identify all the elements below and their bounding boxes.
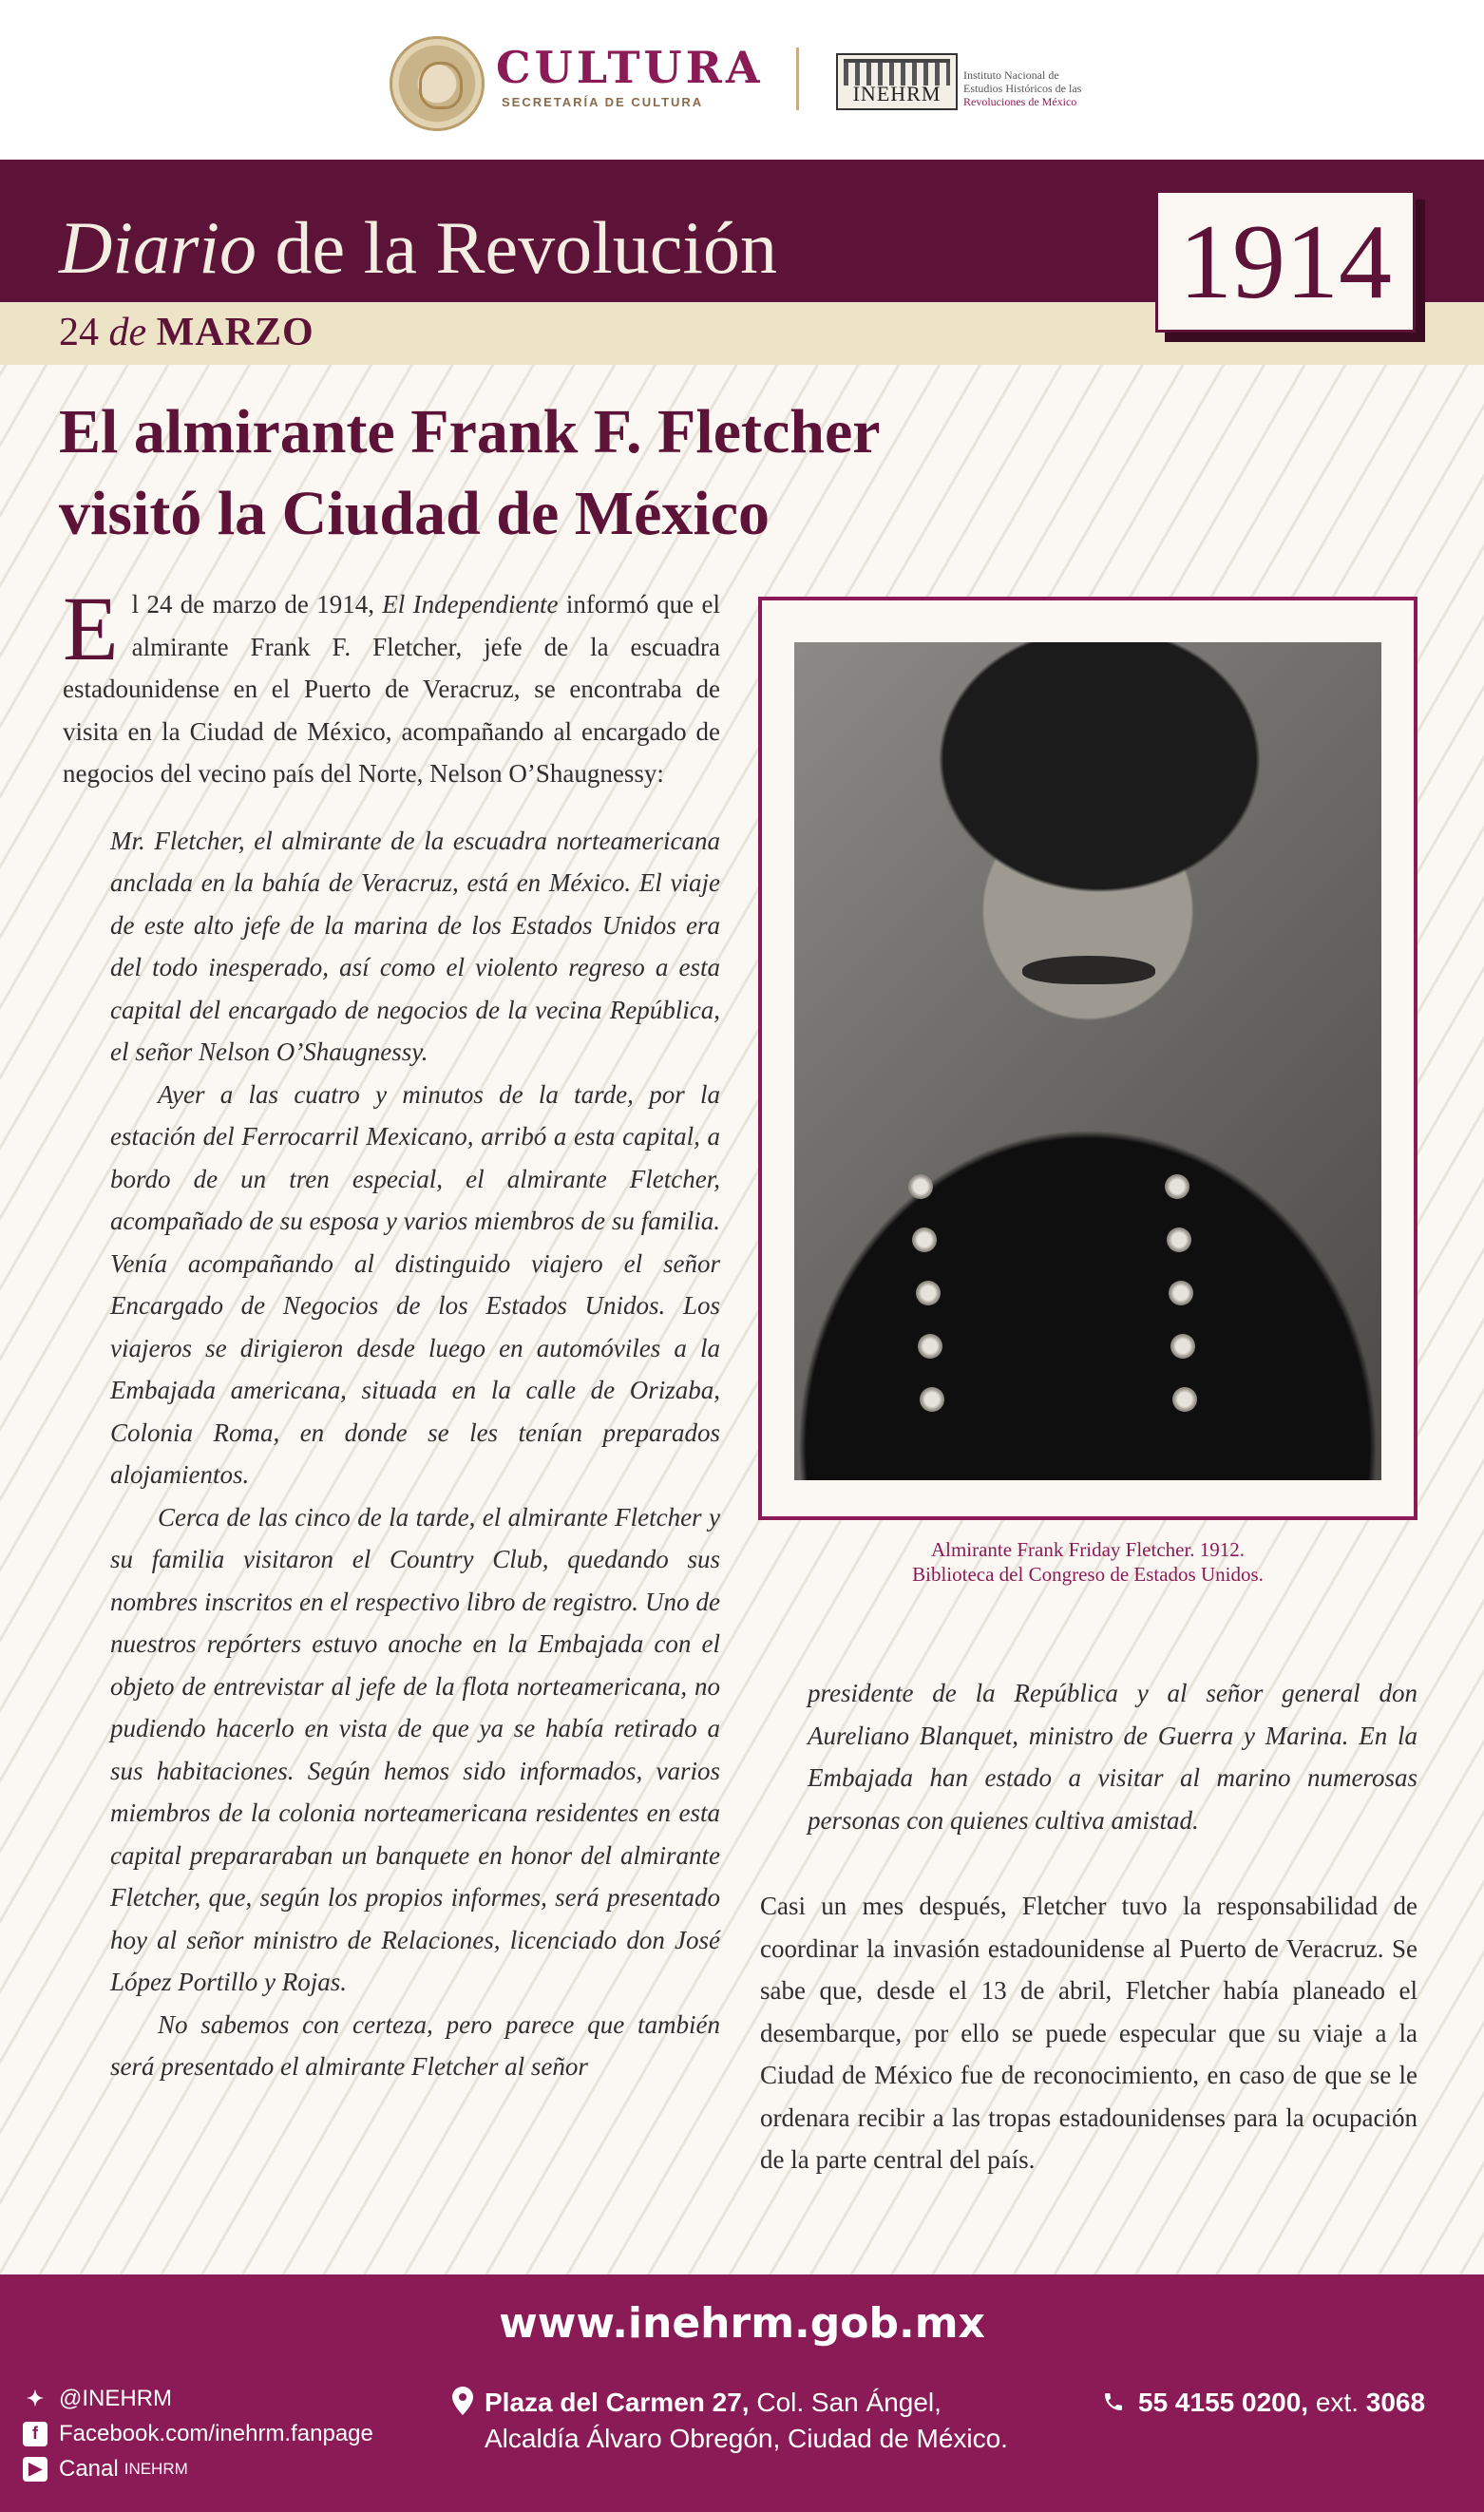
youtube-channel-name: INEHRM bbox=[124, 2460, 188, 2478]
quote-continuation: presidente de la República y al señor general don Aureliano Blanquet, ministro de Guerra y Marina. En la Embajada han estado a visitar al marino numerosas personas con quienes cultiva amistad. bbox=[808, 1679, 1417, 1835]
headline-line: El almirante Frank F. Fletcher bbox=[59, 397, 881, 466]
article-headline bbox=[59, 391, 1104, 555]
photo-frame bbox=[758, 597, 1417, 1520]
address-block bbox=[485, 2385, 1093, 2457]
social-links bbox=[23, 2381, 422, 2486]
phone-ext-label: ext. bbox=[1308, 2388, 1366, 2417]
photo-detail bbox=[912, 1227, 937, 1252]
photo-detail bbox=[916, 1281, 941, 1305]
quote-paragraph: Cerca de las cinco de la tarde, el almirante Fletcher y su familia visitaron el Country Club, quedando sus nombres inscritos en el respectivo libro de registro. Uno de nuestros repórters estuvo anoche en la Embajada con el objeto de entrevistar al jefe de la flota norteamericana, no pudiendo hacerlo en vista de que ya se había retirado a sus habitaciones. Según hemos sido informados, varios miembros de la colonia norteamericana residentes en esta capital prepararaban un banquete en honor del almirante Fletcher, que, según los propios informes, será presentado hoy al señor ministro de Relaciones, licenciado don José López Portillo y Rojas. bbox=[110, 1502, 720, 1996]
photo-detail bbox=[1169, 1281, 1193, 1305]
footer bbox=[0, 2274, 1484, 2512]
twitter-link[interactable] bbox=[23, 2381, 422, 2416]
intro-text-before: l 24 de marzo de 1914, bbox=[131, 590, 383, 618]
address-colonia: Col. San Ángel, bbox=[749, 2388, 942, 2417]
date-day: 24 bbox=[59, 311, 99, 354]
cultura-logo-title: CULTURA bbox=[496, 42, 764, 93]
caption-line: Almirante Frank Friday Fletcher. 1912. bbox=[930, 1538, 1246, 1561]
publication-title bbox=[59, 205, 777, 291]
inehrm-logo bbox=[836, 53, 958, 110]
drop-cap: E bbox=[63, 578, 119, 679]
inehrm-desc-line: Instituto Nacional de bbox=[963, 68, 1059, 82]
newspaper-name: El Independiente bbox=[382, 590, 559, 618]
publication-title-italic: Diario bbox=[59, 206, 257, 289]
cultura-logo-subtitle: SECRETARÍA DE CULTURA bbox=[502, 95, 704, 109]
year-box: 1914 bbox=[1155, 190, 1416, 333]
youtube-label: Canal bbox=[59, 2456, 119, 2482]
youtube-icon: ▶ bbox=[23, 2457, 48, 2482]
phone-block[interactable] bbox=[1102, 2385, 1482, 2421]
quote-paragraph: Mr. Fletcher, el almirante de la escuadra norteamericana anclada en la bahía de Veracruz, está en México. El viaje de este alto jefe de la marina de los Estados Unidos era del todo inesperado, así como el violento regreso a esta capital del encargado de negocios de la vecina República, el señor Nelson O’Shaugnessy. bbox=[110, 826, 720, 1066]
top-header bbox=[0, 0, 1484, 160]
fletcher-portrait-photo bbox=[794, 642, 1381, 1480]
photo-detail bbox=[1172, 1387, 1197, 1412]
caption-line: Biblioteca del Congreso de Estados Unidos. bbox=[912, 1563, 1264, 1586]
website-link[interactable]: www.inehrm.gob.mx bbox=[499, 2299, 985, 2348]
address-line bbox=[485, 2385, 1093, 2421]
photo-detail bbox=[1165, 1174, 1189, 1199]
closing-paragraph: Casi un mes después, Fletcher tuvo la responsabilidad de coordinar la invasión estadounidense al Puerto de Veracruz. Se sabe que, desde el 13 de abril, Fletcher había planeado el desembarque, por ello se puede especular que su viaje a la Ciudad de México fue de reconocimiento, en caso de que se le ordenara recibir a las tropas estadounidenses para la ocupación de la parte central del país. bbox=[760, 1892, 1417, 2174]
photo-detail bbox=[1170, 1334, 1195, 1359]
headline-line: visitó la Ciudad de México bbox=[59, 479, 771, 548]
location-pin-icon bbox=[452, 2387, 473, 2415]
inehrm-desc-line: Revoluciones de México bbox=[963, 95, 1077, 108]
date-de: de bbox=[108, 311, 147, 354]
date-month: MARZO bbox=[156, 311, 314, 354]
inehrm-description bbox=[963, 68, 1134, 108]
national-seal-icon bbox=[390, 36, 485, 131]
article-left-column bbox=[63, 578, 720, 2088]
facebook-url: Facebook.com/inehrm.fanpage bbox=[59, 2421, 373, 2446]
address-street: Plaza del Carmen 27, bbox=[485, 2388, 750, 2417]
article-right-column bbox=[760, 1672, 1417, 2181]
inehrm-logo-word: INEHRM bbox=[852, 82, 942, 105]
photo-detail bbox=[908, 1174, 933, 1199]
photo-detail bbox=[1022, 956, 1155, 984]
photo-detail bbox=[918, 1334, 942, 1359]
quote-paragraph: Ayer a las cuatro y minutos de la tarde, por la estación del Ferrocarril Mexicano, arribó a esta capital, a bordo de un tren especial, el almirante Fletcher, acompañado de su esposa y varios miembros de su familia. Venía acompañando al distinguido viajero el señor Encargado de Negocios de los Estados Unidos. Los viajeros se dirigieron desde luego en automóviles a la Embajada americana, situada en la calle de Orizaba, Colonia Roma, en donde se les tenían preparados alojamientos. bbox=[110, 1079, 720, 1489]
phone-number: 55 4155 0200, bbox=[1138, 2388, 1309, 2417]
twitter-handle: @INEHRM bbox=[59, 2386, 173, 2411]
article-date bbox=[59, 310, 314, 355]
youtube-link[interactable] bbox=[23, 2451, 422, 2486]
quote-paragraph: No sabemos con certeza, pero parece que también será presentado el almirante Fletcher al señor bbox=[110, 2009, 720, 2081]
inehrm-desc-line: Estudios Históricos de las bbox=[963, 82, 1082, 95]
phone-icon bbox=[1102, 2390, 1125, 2413]
newspaper-quote bbox=[110, 820, 720, 2088]
address-line: Alcaldía Álvaro Obregón, Ciudad de México. bbox=[485, 2424, 1008, 2453]
phone-ext: 3068 bbox=[1365, 2388, 1426, 2417]
photo-detail bbox=[920, 1387, 944, 1412]
photo-caption bbox=[758, 1537, 1417, 1587]
twitter-icon: ✦ bbox=[26, 2387, 45, 2410]
logo-divider bbox=[796, 48, 799, 110]
intro-paragraph bbox=[63, 578, 720, 795]
publication-title-rest: de la Revolución bbox=[257, 206, 778, 289]
photo-detail bbox=[1167, 1227, 1191, 1252]
intro-text-after: informó que el almirante Frank F. Fletcher, jefe de la escuadra estadounidense en el Puerto de Veracruz, se encontraba de visita en la Ciudad de México, acompañando al encargado de negocios del vecino país del Norte, Nelson O’Shaugnessy: bbox=[63, 590, 720, 788]
facebook-icon: f bbox=[23, 2422, 48, 2446]
facebook-link[interactable] bbox=[23, 2416, 422, 2451]
